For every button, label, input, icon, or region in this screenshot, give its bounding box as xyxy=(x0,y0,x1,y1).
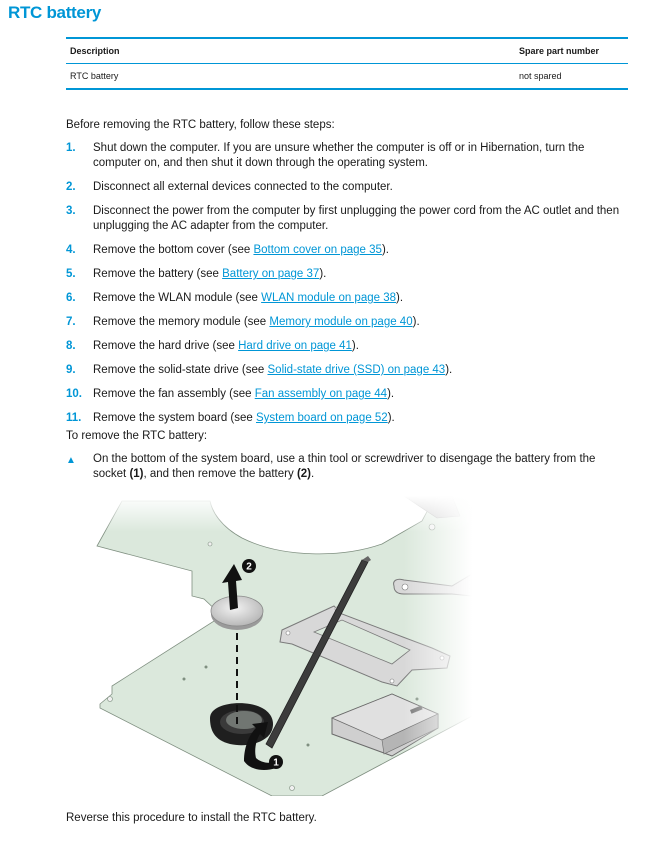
table-row xyxy=(66,64,628,90)
step-item xyxy=(66,363,626,378)
step-item xyxy=(66,291,626,306)
step-text-end: ). xyxy=(387,388,395,400)
step-number: 2. xyxy=(66,181,76,193)
link-battery[interactable]: Battery on page 37 xyxy=(222,268,320,280)
step-text: Remove the bottom cover (see xyxy=(93,244,254,256)
step-item xyxy=(66,204,626,234)
step-text-end: ). xyxy=(396,292,404,304)
step-text-end: ). xyxy=(319,268,327,280)
step-number: 3. xyxy=(66,205,76,217)
removal-subheading: To remove the RTC battery: xyxy=(66,430,208,442)
step-text: Remove the battery (see xyxy=(93,268,223,280)
link-solid-state-drive[interactable]: Solid-state drive (SSD) on page 43 xyxy=(267,364,446,376)
step-item xyxy=(66,243,626,258)
removal-text-part3: . xyxy=(311,468,315,480)
step-text-end: ). xyxy=(445,364,453,376)
link-wlan-module[interactable]: WLAN module on page 38 xyxy=(261,292,396,304)
prerequisite-steps-list xyxy=(66,141,626,435)
step-item xyxy=(66,315,626,330)
removal-text-part2: , and then remove the battery xyxy=(143,468,297,480)
step-text: Remove the WLAN module (see xyxy=(93,292,262,304)
step-number: 7. xyxy=(66,316,76,328)
step-item xyxy=(66,411,626,426)
step-text-end: ). xyxy=(412,316,420,328)
link-bottom-cover[interactable]: Bottom cover on page 35 xyxy=(253,244,382,256)
link-hard-drive[interactable]: Hard drive on page 41 xyxy=(238,340,352,352)
step-text-end: ). xyxy=(387,412,395,424)
removal-step xyxy=(66,452,626,482)
step-text: Disconnect all external devices connected to the computer. xyxy=(93,181,393,193)
step-item xyxy=(66,267,626,282)
step-number: 9. xyxy=(66,364,76,376)
table-header-row xyxy=(66,38,628,64)
link-fan-assembly[interactable]: Fan assembly on page 44 xyxy=(254,388,388,400)
step-text: Shut down the computer. If you are unsure whether the computer is off or in Hibernation, turn the computer on, and then shut it down through the operating system. xyxy=(93,142,585,169)
step-text-end: ). xyxy=(351,340,359,352)
step-item xyxy=(66,141,626,171)
step-number: 6. xyxy=(66,292,76,304)
step-text: Remove the solid-state drive (see xyxy=(93,364,268,376)
step-text-end: ). xyxy=(381,244,389,256)
step-number: 11. xyxy=(66,412,82,424)
removal-text-part1: On the bottom of the system board, use a thin tool or screwdriver to disengage the battery from the socket xyxy=(93,453,596,480)
closing-text: Reverse this procedure to install the RTC battery. xyxy=(66,812,317,824)
step-text: Remove the system board (see xyxy=(93,412,256,424)
step-number: 5. xyxy=(66,268,76,280)
link-system-board[interactable]: System board on page 52 xyxy=(256,412,388,424)
step-text: Remove the hard drive (see xyxy=(93,340,239,352)
step-item xyxy=(66,180,626,195)
step-number: 8. xyxy=(66,340,76,352)
step-number: 1. xyxy=(66,142,76,154)
triangle-bullet-icon: ▲ xyxy=(66,455,76,466)
step-number: 4. xyxy=(66,244,76,256)
link-memory-module[interactable]: Memory module on page 40 xyxy=(269,316,413,328)
step-text: Remove the fan assembly (see xyxy=(93,388,255,400)
step-text: Remove the memory module (see xyxy=(93,316,270,328)
step-text: Disconnect the power from the computer by first unplugging the power cord from the AC outlet and then unplugging the AC adapter from the computer. xyxy=(93,205,620,232)
spare-parts-table xyxy=(66,37,628,90)
cell-spare-part-number: not spared xyxy=(519,71,562,81)
step-item xyxy=(66,339,626,354)
cell-description: RTC battery xyxy=(70,71,119,81)
intro-text: Before removing the RTC battery, follow these steps: xyxy=(66,119,335,131)
callout-ref-1: (1) xyxy=(129,468,144,480)
step-number: 10. xyxy=(66,388,82,400)
step-item xyxy=(66,387,626,402)
column-header-description: Description xyxy=(70,46,120,56)
callout-ref-2: (2) xyxy=(296,468,311,480)
rtc-battery-illustration xyxy=(92,496,472,796)
column-header-spare-part-number: Spare part number xyxy=(519,46,600,56)
page-title: RTC battery xyxy=(8,3,102,22)
